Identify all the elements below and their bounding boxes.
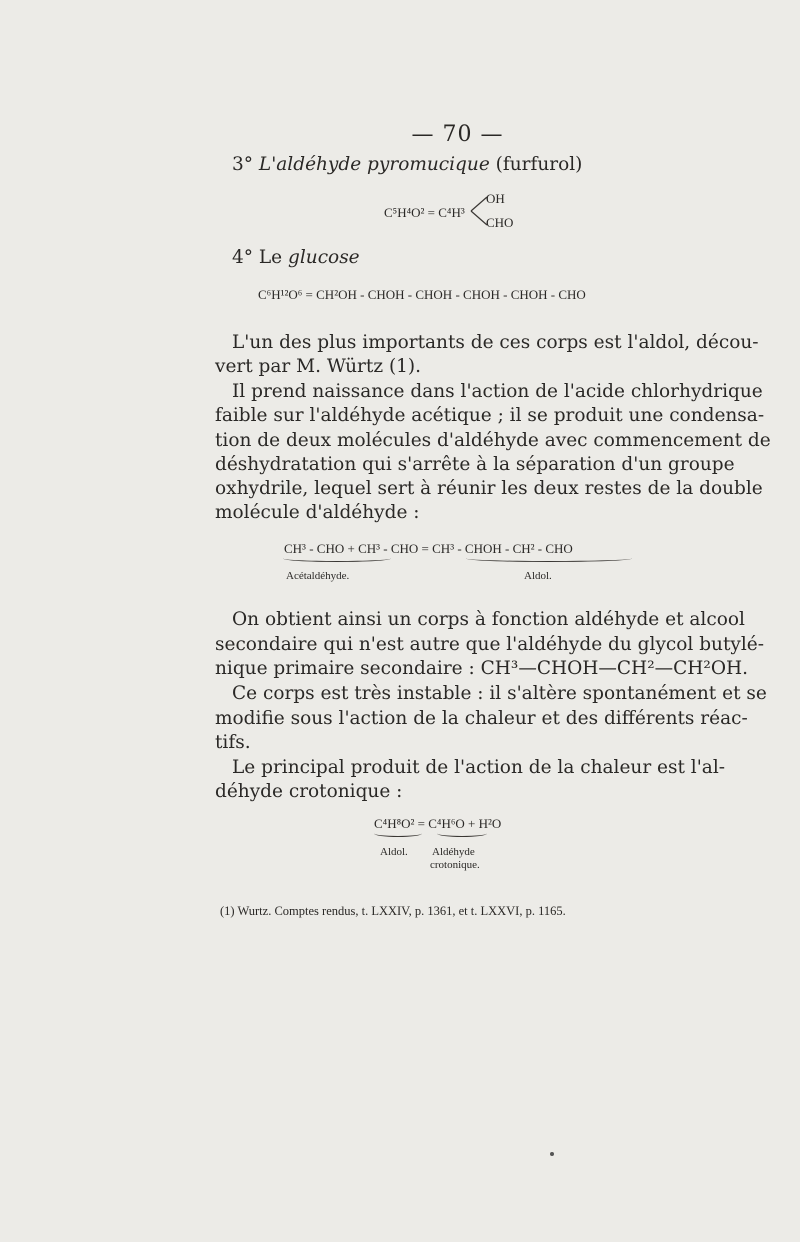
footnote: (1) Wurtz. Comptes rendus, t. LXXIV, p. 1361, et t. LXXVI, p. 1165. (220, 904, 566, 918)
crotonic-formula: C⁴H⁸O² = C⁴H⁶O + H²O (374, 816, 502, 831)
para2-line1: Il prend naissance dans l'action de l'acide chlorhydrique (232, 381, 763, 402)
item-4-heading (232, 246, 715, 270)
para2-line3: tion de deux molécules d'aldéhyde avec commencement de (215, 430, 771, 451)
label-aldehyde: Aldéhyde (432, 846, 475, 858)
para4-line1: Ce corps est très instable : il s'altère spontanément et se (232, 683, 767, 704)
para5-line1: Le principal produit de l'action de la chaleur est l'al- (232, 757, 726, 778)
para2-line2: faible sur l'aldéhyde acétique ; il se produit une condensa- (215, 405, 765, 426)
para4-line2: modifie sous l'action de la chaleur et des différents réac- (215, 708, 748, 729)
brace-crotonic (437, 830, 487, 837)
ink-speck (550, 1152, 554, 1156)
item-4-title: glucose (288, 247, 360, 268)
para4-line3: tifs. (215, 732, 251, 753)
brace-acetaldehyde (283, 555, 391, 562)
label-crotonic: crotonique. (430, 859, 480, 871)
para3-line1: On obtient ainsi un corps à fonction aldéhyde et alcool (232, 609, 745, 630)
para2-line6: molécule d'aldéhyde : (215, 502, 420, 523)
para3-line3: nique primaire secondaire : CH³—CHOH—CH²—CH²OH. (215, 658, 748, 679)
item-3-heading (232, 153, 715, 177)
brace-aldol (466, 555, 632, 562)
furfurol-bond-lines (470, 192, 490, 230)
item-4-prefix: 4° Le (232, 247, 289, 268)
label-aldol-2: Aldol. (380, 846, 408, 858)
para3-line2: secondaire qui n'est autre que l'aldéhyde du glycol butylé- (215, 634, 764, 655)
furfurol-formula-cho: CHO (486, 215, 514, 230)
para2-line4: déshydratation qui s'arrête à la séparation d'un groupe (215, 454, 735, 475)
glucose-formula: C⁶H¹²O⁶ = CH²OH - CHOH - CHOH - CHOH - CHOH - CHO (258, 287, 586, 302)
label-acetaldehyde: Acétaldéhyde. (286, 570, 350, 582)
para2-line5: oxhydrile, lequel sert à réunir les deux restes de la double (215, 478, 763, 499)
page-number: — 70 — (411, 122, 504, 147)
brace-aldol-2 (374, 830, 422, 837)
aldol-formula: CH³ - CHO + CH³ - CHO = CH³ - CHOH - CH² - CHO (284, 541, 573, 556)
furfurol-formula-oh: OH (486, 191, 505, 206)
para1-line2: vert par M. Würtz (1). (215, 356, 422, 377)
furfurol-formula-lhs: C⁵H⁴O² = C⁴H³ (384, 205, 465, 220)
item-3-rest: (furfurol) (489, 154, 583, 175)
item-3-prefix: 3° (232, 154, 259, 175)
para1-line1: L'un des plus importants de ces corps est l'aldol, décou- (232, 332, 759, 353)
para5-line2: déhyde crotonique : (215, 781, 403, 802)
item-3-title: L'aldéhyde pyromucique (258, 154, 490, 175)
label-aldol: Aldol. (524, 570, 552, 582)
